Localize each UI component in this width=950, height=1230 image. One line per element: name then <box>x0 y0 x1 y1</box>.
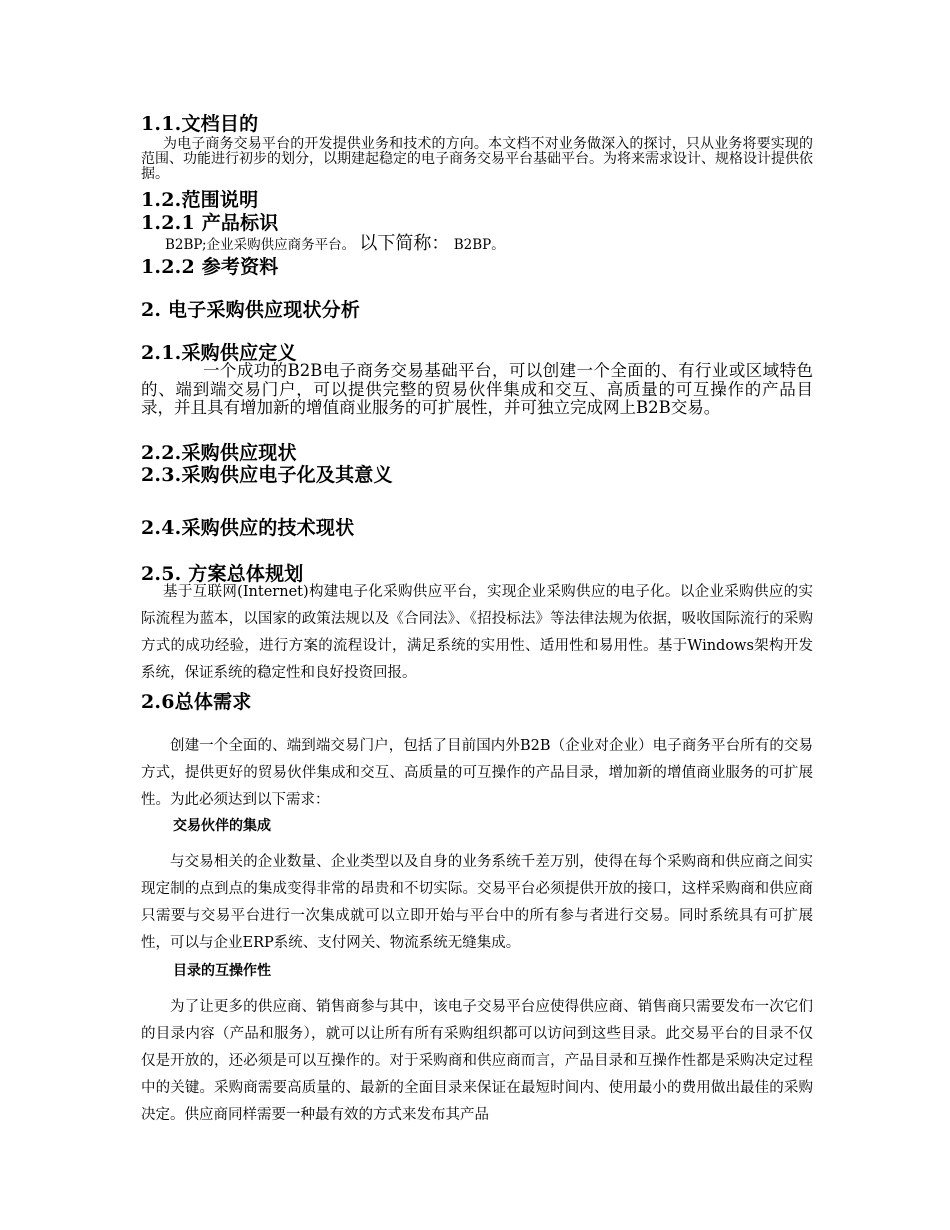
section-2-4-title: 2.4.采购供应的技术现状 <box>141 517 355 539</box>
section-2-1-title: 2.1.采购供应定义 <box>141 342 297 364</box>
section-1-1-title: 1.1.文档目的 <box>141 113 259 135</box>
section-2-6-body: 创建一个全面的、端到端交易门户，包括了目前国内外B2B（企业对企业）电子商务平台所有的交易方式，提供更好的贸易伙伴集成和交互、高质量的可互操作的产品目录，增加新的增值商业服务的可扩展性。为此必须达到以下需求： <box>141 738 813 808</box>
section-1-2-title: 1.2.范围说明 <box>141 189 259 211</box>
section-2-6-title: 2.6总体需求 <box>141 691 252 713</box>
subsection-catalog-interop-title: 目录的互操作性 <box>173 963 271 979</box>
section-2-5-title: 2.5. 方案总体规划 <box>141 563 304 585</box>
subsection-partner-integration-body: 与交易相关的企业数量、企业类型以及自身的业务系统千差万别，使得在每个采购商和供应商之间实现定制的点到点的集成变得非常的昂贵和不切实际。交易平台必须提供开放的接口，这样采购商和供应商只需要与交易平台进行一次集成就可以立即开始与平台中的所有参与者进行交易。同时系统具有可扩展性，可以与企业ERP系统、支付网关、物流系统无缝集成。 <box>141 854 813 951</box>
section-1-2-2-title: 1.2.2 参考资料 <box>141 256 279 278</box>
section-2-1-body: 一个成功的B2B电子商务交易基础平台，可以创建一个全面的、有行业或区域特色的、端到端交易门户，可以提供完整的贸易伙伴集成和交互、高质量的可互操作的产品目录，并且具有增加新的增值商业服务的可扩展性，并可独立完成网上B2B交易。 <box>141 361 813 417</box>
product-id-line <box>165 233 837 256</box>
section-2-3-title: 2.3.采购供应电子化及其意义 <box>141 464 393 486</box>
section-2-5-body: 基于互联网(Internet)构建电子化采购供应平台，实现企业采购供应的电子化。以企业采购供应的实际流程为蓝本，以国家的政策法规以及《合同法》、《招投标法》等法律法规为依据，吸收国际流行的采购方式的成功经验，进行方案的流程设计，满足系统的实用性、适用性和易用性。基于Windows架构开发系统，保证系统的稳定性和良好投资回报。 <box>141 584 813 681</box>
subsection-catalog-interop-body: 为了让更多的供应商、销售商参与其中，该电子交易平台应使得供应商、销售商只需要发布一次它们的目录内容（产品和服务），就可以让所有所有采购组织都可以访问到这些目录。此交易平台的目录不仅仅是开放的，还必须是可以互操作的。对于采购商和供应商而言，产品目录和互操作性都是采购决定过程中的关键。采购商需要高质量的、最新的全面目录来保证在最短时间内、使用最小的费用做出最佳的采购决定。供应商同样需要一种最有效的方式来发布其产品 <box>141 999 813 1123</box>
product-short-label: 以下简称： <box>359 233 450 254</box>
subsection-partner-integration-title: 交易伙伴的集成 <box>173 818 271 834</box>
section-2-2-title: 2.2.采购供应现状 <box>141 442 297 464</box>
section-2-title: 2. 电子采购供应现状分析 <box>141 299 361 321</box>
product-id-text: B2BP;企业采购供应商务平台。 <box>165 237 356 253</box>
section-1-2-1-title: 1.2.1 产品标识 <box>141 212 279 234</box>
section-1-1-body: 为电子商务交易平台的开发提供业务和技术的方向。本文档不对业务做深入的探讨，只从业务将要实现的范围、功能进行初步的划分，以期建起稳定的电子商务交易平台基础平台。为将来需求设计、规格设计提供依据。 <box>141 136 813 182</box>
product-short-name: B2BP。 <box>453 237 505 253</box>
